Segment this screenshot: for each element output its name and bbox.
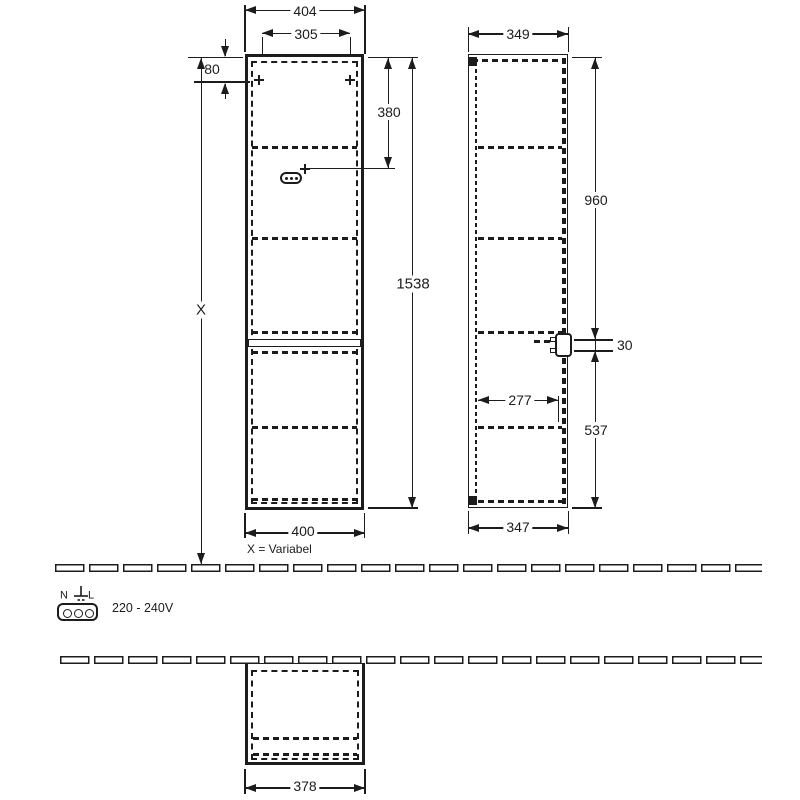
dim-537-label: 537 [581,422,610,438]
line-label: L [88,589,95,602]
dim-extension-line [364,769,366,794]
dim-80-label: 80 [201,61,223,77]
dim-extension-line [244,769,246,794]
dim-400-label: 400 [288,523,317,539]
dim-960-label: 960 [581,192,610,208]
dim-1538-label: 1538 [393,276,432,293]
dim-380-label: 380 [374,104,403,120]
voltage-label: 220 - 240V [112,600,174,615]
dim-378-label: 378 [290,778,319,794]
dim-349-label: 349 [503,26,532,42]
dim-arrow [245,784,256,792]
neutral-label: N [60,589,68,602]
variable-note: X = Variabel [247,542,312,556]
plan-dashed-outline [251,670,359,760]
dim-404-label: 404 [290,3,319,19]
plan-dashed-line [253,753,357,756]
dim-30-label: 30 [617,337,633,353]
dim-305-label: 305 [291,26,320,42]
dim-277-label: 277 [505,392,534,408]
plan-dashed-line [253,737,357,740]
dim-347-label: 347 [503,519,532,535]
dim-x-label: X [193,302,209,319]
